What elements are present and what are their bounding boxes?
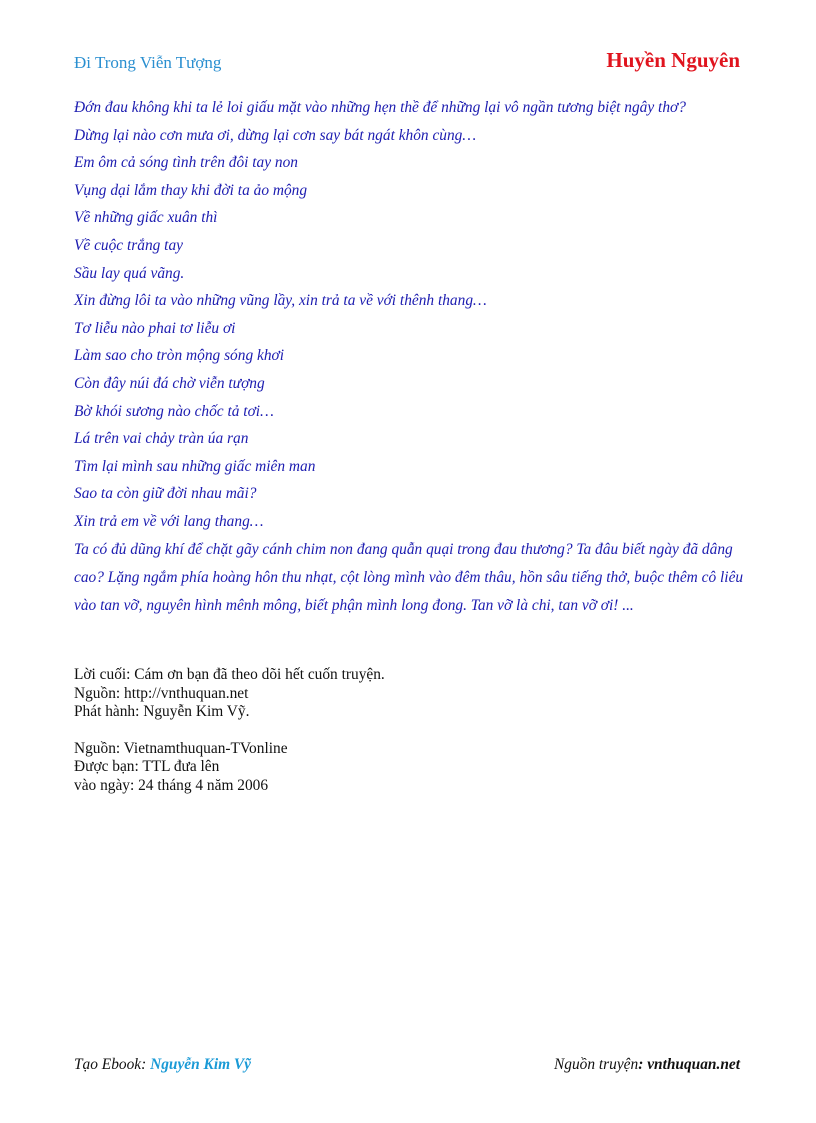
- uploaded-by: Được bạn: TTL đưa lên: [74, 758, 220, 776]
- ebook-separator: :: [141, 1056, 151, 1073]
- closing-paragraph: Ta có đủ dũng khí để chặt gãy cánh chim non đang quẫn quại trong đau thương? Ta đâu biết ngày đã dâng cao? Lặng ngắm phía hoàng hôn thu nhạt, cột lòng mình vào đêm thâu, hồn sâu tiếng thở, buộc thêm cô liêu vào tan vỡ, nguyên hình mênh mông, biết phận mình long đong. Tan vỡ là chi, tan vỡ ơi! ...: [74, 540, 744, 614]
- ebook-label: Tạo Ebook: [74, 1056, 142, 1073]
- poem-line: Em ôm cả sóng tình trên đôi tay non: [74, 154, 298, 172]
- author-name: Huyền Nguyên: [606, 48, 740, 72]
- poem-line: Còn đây núi đá chờ viễn tượng: [74, 374, 265, 392]
- poem-line: Bờ khói sương nào chốc tả tơi…: [74, 402, 274, 420]
- source-name: Nguồn: Vietnamthuquan-TVonline: [74, 739, 288, 757]
- publication-notes: [74, 666, 385, 796]
- ebook-credit: [74, 1056, 251, 1074]
- poem-line: Vụng dại lắm thay khi đời ta ảo mộng: [74, 181, 308, 199]
- poem-line: Dừng lại nào cơn mưa ơi, dừng lại cơn say bát ngát khôn cùng…: [74, 126, 477, 144]
- poem-body: [74, 94, 754, 620]
- poem-line: Lá trên vai chảy tràn úa rạn: [74, 430, 249, 448]
- poem-line: Xin đừng lôi ta vào những vũng lầy, xin trả ta về với thênh thang…: [74, 292, 487, 310]
- ebook-author: Nguyễn Kim Vỹ: [150, 1056, 252, 1073]
- source-url: Nguồn: http://vnthuquan.net: [74, 684, 249, 702]
- poem-line: Về cuộc trắng tay: [74, 236, 183, 254]
- source-separator: :: [638, 1056, 648, 1073]
- source-label: Nguồn truyện: [553, 1056, 639, 1073]
- source-site: vnthuquan.net: [647, 1056, 740, 1073]
- publisher: Phát hành: Nguyễn Kim Vỹ.: [74, 703, 250, 721]
- poem-line: Sao ta còn giữ đời nhau mãi?: [74, 485, 257, 503]
- page-header: [74, 48, 740, 78]
- source-credit: [554, 1056, 740, 1074]
- spacer: [74, 722, 385, 740]
- poem-line: Tơ liễu nào phai tơ liễu ơi: [74, 319, 236, 337]
- page-footer: [74, 1056, 740, 1076]
- poem-line: Đớn đau không khi ta lẻ loi giấu mặt vào những hẹn thề để những lại vô ngần tương biệt ngây thơ?: [74, 99, 686, 116]
- poem-line: Xin trả em về với lang thang…: [74, 512, 264, 530]
- poem-line: Làm sao cho tròn mộng sóng khơi: [74, 347, 285, 365]
- upload-date: vào ngày: 24 tháng 4 năm 2006: [74, 776, 269, 794]
- closing-note: Lời cuối: Cám ơn bạn đã theo dõi hết cuốn truyện.: [74, 666, 385, 683]
- story-title: Đi Trong Viễn Tượng: [74, 53, 222, 72]
- poem-line: Về những giấc xuân thì: [74, 209, 218, 227]
- poem-line: Tìm lại mình sau những giấc miên man: [74, 457, 316, 475]
- poem-line: Sầu lay quá vãng.: [74, 264, 185, 282]
